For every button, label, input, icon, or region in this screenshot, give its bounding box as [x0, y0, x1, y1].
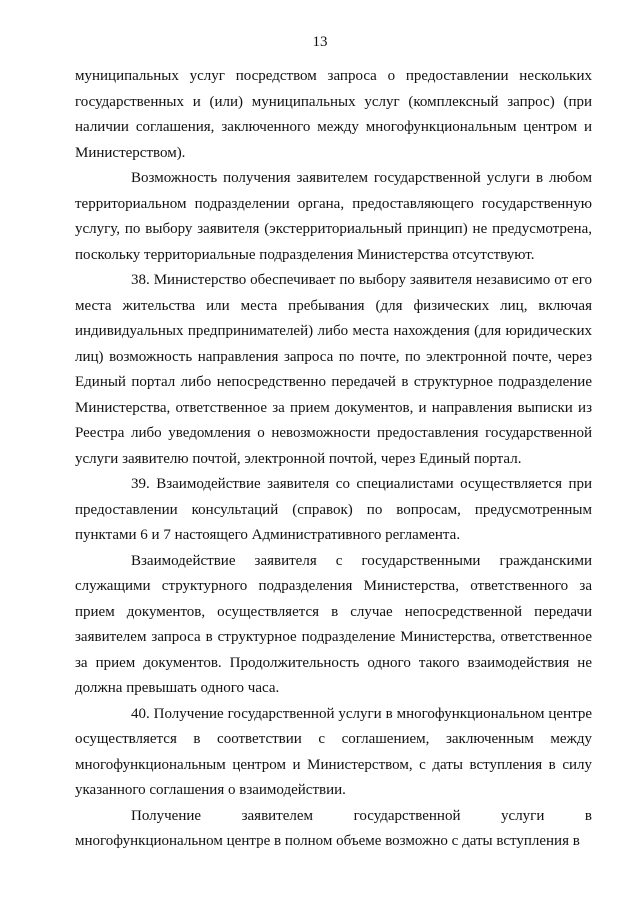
paragraph-interaction: Взаимодействие заявителя с государственными гражданскими служащими структурного подразделения Министерства, ответственного за прием документов, осуществляется в случае непосредственной передачи заявителем запроса в структурное подразделение Министерства, ответственное за прием документов. Продолжительность одного такого взаимодействия не должна превышать одного часа. [75, 552, 592, 696]
paragraph-40: 40. Получение государственной услуги в многофункциональном центре осуществляется в соответствии с соглашением, заключенным между многофункциональным центром и Министерством, с даты вступления в силу указанного соглашения о взаимодействии. [75, 705, 592, 798]
paragraph-continuation: муниципальных услуг посредством запроса о предоставлении нескольких государственных и (или) муниципальных услуг (комплексный запрос) (при наличии соглашения, заключенного между многофункциональным центром и Министерством). [75, 68, 592, 161]
paragraph-39: 39. Взаимодействие заявителя со специалистами осуществляется при предоставлении консультаций (справок) по вопросам, предусмотренным пунктами 6 и 7 настоящего Административного регламента. [75, 476, 592, 543]
document-body [75, 64, 592, 855]
paragraph-mfc-receipt: Получение заявителем государственной услуги в многофункциональном центре в полном объеме возможно с даты вступления в [75, 807, 592, 849]
paragraph-extraterritorial: Возможность получения заявителем государственной услуги в любом территориальном подразделении органа, предоставляющего государственную услугу, по выбору заявителя (экстерриториальный принцип) не предусмотрена, поскольку территориальные подразделения Министерства отсутствуют. [75, 170, 592, 263]
page-number: 13 [312, 34, 328, 50]
paragraph-38: 38. Министерство обеспечивает по выбору заявителя независимо от его места жительства или места пребывания (для физических лиц, включая индивидуальных предпринимателей) либо места нахождения (для юридических лиц) возможность направления запроса по почте, по электронной почте, через Единый портал либо непосредственно передачей в структурное подразделение Министерства, ответственное за прием документов, и направления выписки из Реестра либо уведомления о невозможности предоставления государственной услуги заявителю почтой, электронной почтой, через Единый портал. [75, 272, 592, 467]
